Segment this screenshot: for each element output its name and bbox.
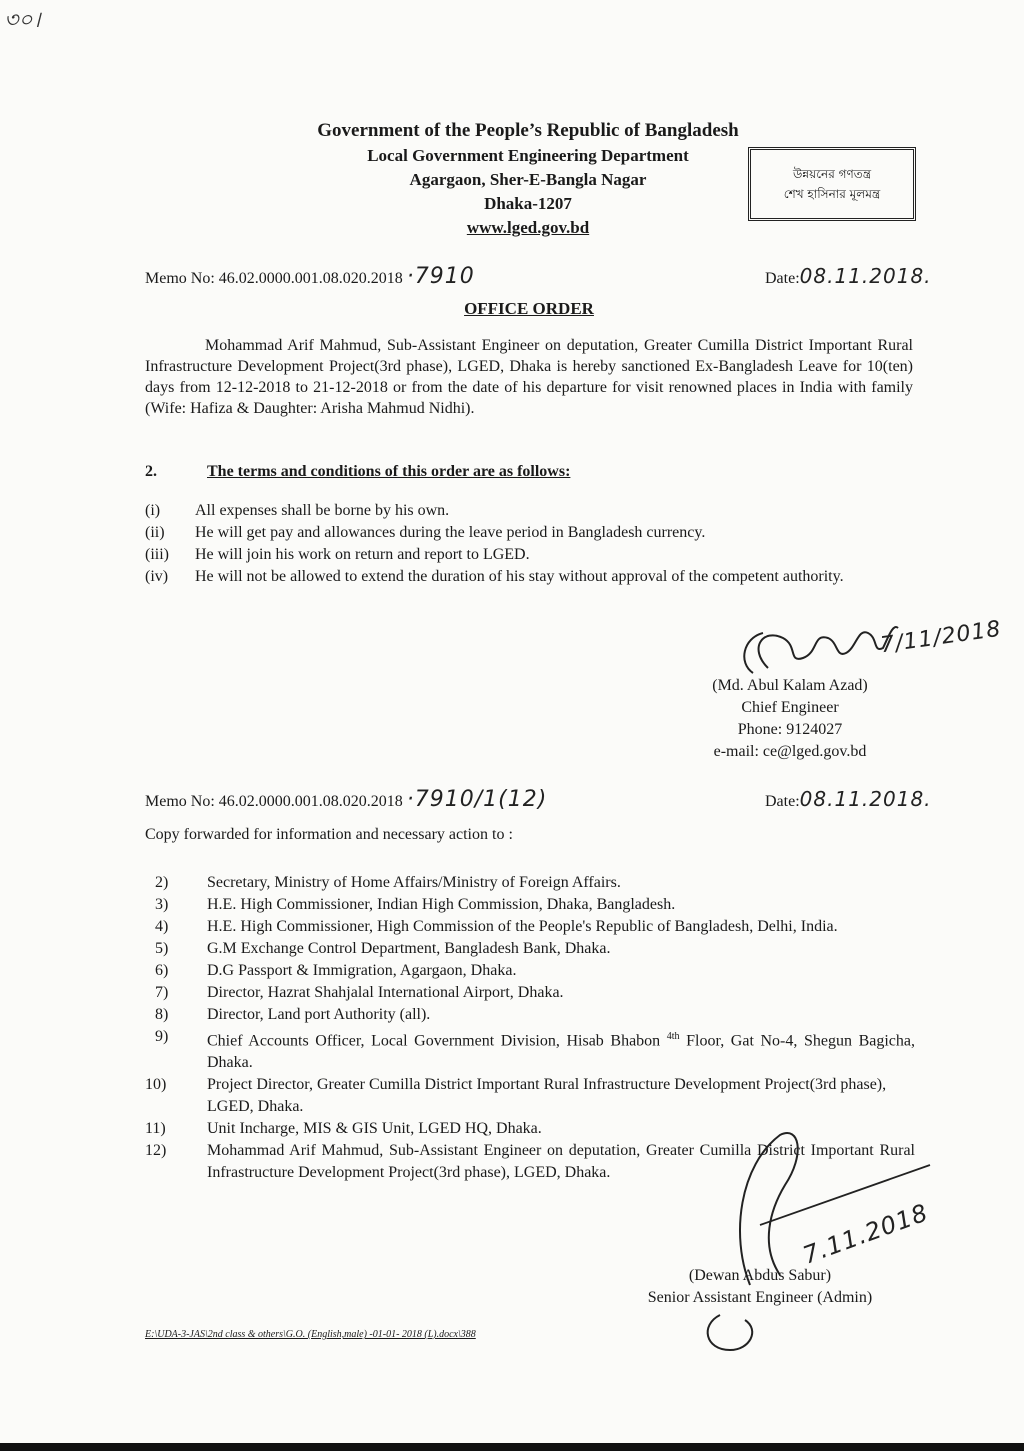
memo-number-1-handwritten: ·7910 <box>406 264 475 289</box>
memo-date-1-label: Date: <box>765 270 800 287</box>
list-item-number: 9) <box>155 1028 169 1045</box>
list-item-number: 10) <box>145 1076 167 1094</box>
signature-1-name: (Md. Abul Kalam Azad) <box>712 677 868 694</box>
signature-1-email: e-mail: ce@lged.gov.bd <box>713 743 867 760</box>
order-paragraph: Mohammad Arif Mahmud, Sub-Assistant Engineer on deputation, Greater Cumilla District Important Rural Infrastructure Development Project(3rd phase), LGED, Dhaka is hereby sanctioned Ex-Bangladesh Leave for 10(ten) days from 12-12-2018 to 21-12-2018 or from the date of his departure for visit renowned places in India with family (Wife: Hafiza & Daughter: Arisha Mahmud Nidhi). <box>145 337 913 417</box>
list-item-text: Director, Hazrat Shahjalal International Airport, Dhaka. <box>207 984 564 1001</box>
list-item-text <box>207 1026 915 1074</box>
list-item-text: Unit Incharge, MIS & GIS Unit, LGED HQ, Dhaka. <box>207 1120 542 1138</box>
slogan-box <box>748 147 916 221</box>
terms-heading: The terms and conditions of this order are as follows: <box>207 463 571 480</box>
list-item-text-part: Floor, Gat No-4, Shegun Bagicha, Dhaka. <box>207 1032 916 1072</box>
memo-date-1 <box>765 264 932 288</box>
list-item <box>145 1074 915 1118</box>
terms-number: 2. <box>145 463 157 480</box>
terms-item <box>145 500 915 522</box>
terms-item-number: (iv) <box>145 568 169 585</box>
list-item <box>145 982 915 1004</box>
signature-1-phone: Phone: 9124027 <box>737 721 843 738</box>
terms-item-text: He will not be allowed to extend the duration of his stay without approval of the competent authority. <box>195 568 844 585</box>
department-address: Agargaon, Sher-E-Bangla Nagar <box>409 170 647 189</box>
terms-item-number: (i) <box>145 502 161 519</box>
list-item-number: 11) <box>145 1120 166 1138</box>
terms-list <box>145 500 915 588</box>
list-item-text: Project Director, Greater Cumilla District Important Rural Infrastructure Development Project(3rd phase), LGED, Dhaka. <box>207 1076 887 1116</box>
list-item <box>145 872 915 894</box>
government-title: Government of the People’s Republic of Bangladesh <box>317 120 739 141</box>
list-item <box>145 1004 915 1026</box>
list-item-number: 4) <box>155 918 169 935</box>
list-item-text: H.E. High Commissioner, Indian High Commission, Dhaka, Bangladesh. <box>207 896 676 913</box>
terms-item-text: He will join his work on return and report to LGED. <box>195 546 530 563</box>
footer-file-path: E:\UDA-3-JAS\2nd class & others\G.O. (English,male) -01-01- 2018 (L).docx\388 <box>145 1329 476 1340</box>
memo-number-1-label: Memo No: 46.02.0000.001.08.020.2018 <box>145 270 403 287</box>
list-item-number: 12) <box>145 1142 167 1160</box>
memo-number-1 <box>145 264 475 289</box>
slogan-line-2: শেখ হাসিনার মূলমন্ত্র <box>783 187 881 201</box>
list-item-superscript: 4th <box>666 1031 680 1042</box>
list-item <box>145 916 915 938</box>
memo-number-2-handwritten: ·7910/1(12) <box>406 787 548 812</box>
department-city: Dhaka-1207 <box>484 194 572 213</box>
terms-item <box>145 566 915 588</box>
list-item <box>145 960 915 982</box>
list-item <box>145 1026 915 1074</box>
list-item-number: 3) <box>155 896 169 913</box>
list-item-number: 5) <box>155 940 169 957</box>
memo-date-1-handwritten: 08.11.2018. <box>799 264 932 288</box>
terms-item <box>145 544 915 566</box>
terms-item-number: (iii) <box>145 546 169 563</box>
memo-date-2-handwritten: 08.11.2018. <box>799 787 932 811</box>
margin-handwritten-mark: ৩০। <box>4 8 41 33</box>
department-name: Local Government Engineering Department <box>367 146 689 165</box>
list-item <box>145 938 915 960</box>
department-website: www.lged.gov.bd <box>466 218 590 237</box>
list-item <box>145 894 915 916</box>
signature-1-block <box>660 675 920 763</box>
memo-number-2 <box>145 787 547 812</box>
signature-1-handwritten-date: 7/11/2018 <box>878 616 1003 659</box>
list-item-text-part: Chief Accounts Officer, Local Government Division, Hisab Bhabon <box>207 1032 667 1050</box>
slogan-line-1: উন্নয়নের গণতন্ত্র <box>792 167 872 181</box>
terms-item-number: (ii) <box>145 524 165 541</box>
terms-item-text: He will get pay and allowances during the leave period in Bangladesh currency. <box>195 524 706 541</box>
memo-number-2-label: Memo No: 46.02.0000.001.08.020.2018 <box>145 793 403 810</box>
memo-date-2 <box>765 787 932 811</box>
memo-date-2-label: Date: <box>765 793 800 810</box>
list-item-text: Director, Land port Authority (all). <box>207 1006 431 1023</box>
list-item-number: 7) <box>155 984 169 1001</box>
list-item-text: Secretary, Ministry of Home Affairs/Ministry of Foreign Affairs. <box>207 874 621 891</box>
list-item-text: Mohammad Arif Mahmud, Sub-Assistant Engineer on deputation, Greater Cumilla District Important Rural Infrastructure Development Project(3rd phase), LGED, Dhaka. <box>207 1142 915 1182</box>
list-item-text: H.E. High Commissioner, High Commission of the People's Republic of Bangladesh, Delhi, India. <box>207 918 838 935</box>
scan-bottom-edge <box>0 1443 1024 1451</box>
list-item-text: G.M Exchange Control Department, Bangladesh Bank, Dhaka. <box>207 940 611 957</box>
signature-2-handwritten-date: 7.11.2018 <box>799 1198 932 1270</box>
copy-forwarded-intro: Copy forwarded for information and necessary action to : <box>145 826 513 843</box>
signature-2-title: Senior Assistant Engineer (Admin) <box>647 1289 873 1306</box>
signature-2-name: (Dewan Abdus Sabur) <box>688 1267 832 1284</box>
list-item-text: D.G Passport & Immigration, Agargaon, Dhaka. <box>207 962 517 979</box>
list-item-number: 8) <box>155 1006 169 1023</box>
terms-item <box>145 522 915 544</box>
terms-item-text: All expenses shall be borne by his own. <box>195 502 450 519</box>
signature-2-block <box>610 1265 910 1309</box>
list-item-number: 6) <box>155 962 169 979</box>
list-item-number: 2) <box>155 874 169 891</box>
office-order-title: OFFICE ORDER <box>464 299 594 318</box>
signature-1-title: Chief Engineer <box>741 699 839 716</box>
